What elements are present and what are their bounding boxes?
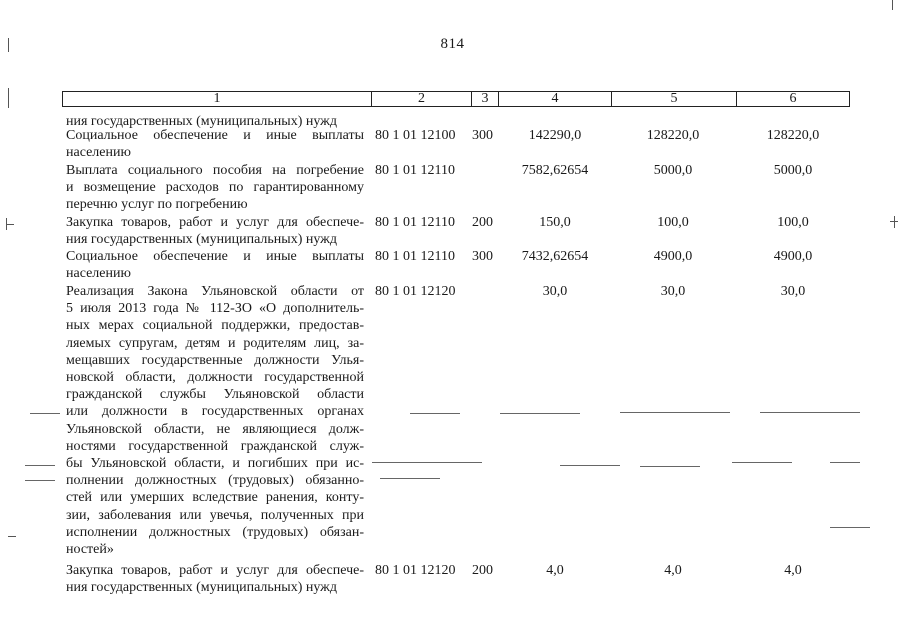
scan-margin-rule <box>8 88 9 108</box>
row-code: 80 1 01 12110 <box>375 249 455 264</box>
description-line: населению <box>66 266 131 282</box>
scan-tick <box>6 224 14 225</box>
row-description <box>66 214 364 248</box>
scan-dash <box>410 413 460 414</box>
table-header-row <box>62 91 850 107</box>
header-cell-5: 5 <box>611 92 736 106</box>
description-line: бы Ульяновской области, и погибших при ис- <box>66 456 364 472</box>
row-description <box>66 162 364 214</box>
row-value-col6: 4900,0 <box>773 249 813 264</box>
description-line: зии, заболевания или увечья, полученных при <box>66 507 364 523</box>
row-expense-type: 200 <box>472 215 493 230</box>
row-description <box>66 248 364 282</box>
scan-dash <box>732 462 792 463</box>
description-line: исполнении должностных (трудовых) обязан- <box>66 524 364 540</box>
scan-dash <box>30 413 60 414</box>
row-value-col5: 128220,0 <box>646 128 700 143</box>
scan-tick <box>6 218 7 230</box>
scan-dash <box>372 462 482 463</box>
row-value-col6: 5000,0 <box>773 163 813 178</box>
scan-dash <box>620 412 730 413</box>
row-code: 80 1 01 12110 <box>375 215 455 230</box>
row-expense-type: 300 <box>472 128 493 143</box>
row-expense-type: 300 <box>472 249 493 264</box>
scan-dash <box>560 465 620 466</box>
row-value-col4: 142290,0 <box>528 128 582 143</box>
row-code: 80 1 01 12110 <box>375 163 455 178</box>
description-line: гражданской службы Ульяновской области <box>66 387 364 403</box>
description-line: стей или умерших вследствие ранения, конту- <box>66 490 364 506</box>
row-value-col6: 100,0 <box>777 215 809 230</box>
description-line: ния государственных (муниципальных) нужд <box>66 232 337 248</box>
description-line: ностями государственной гражданской служ- <box>66 438 364 454</box>
scan-margin-rule <box>8 38 9 52</box>
row-value-col6: 30,0 <box>780 284 806 299</box>
scan-tick <box>8 536 16 537</box>
row-description <box>66 127 364 161</box>
row-value-col4: 7432,62654 <box>521 249 589 264</box>
row-description <box>66 562 364 596</box>
row-code: 80 1 01 12120 <box>375 563 456 578</box>
row-description <box>66 283 364 558</box>
description-line: 5 июля 2013 года № 112-ЗО «О дополнитель- <box>66 301 364 317</box>
description-line: и возмещение расходов по гарантированному <box>66 180 364 196</box>
row-value-col6: 4,0 <box>784 563 802 578</box>
description-line: ляемых супругам, детям и родителям лиц, за- <box>66 335 364 351</box>
description-line: ния государственных (муниципальных) нужд <box>66 114 337 129</box>
row-value-col5: 4900,0 <box>653 249 693 264</box>
row-value-col5: 4,0 <box>664 563 682 578</box>
description-line: Выплата социального пособия на погребение <box>66 163 364 178</box>
description-line: Реализация Закона Ульяновской области от <box>66 284 364 299</box>
row-value-col4: 30,0 <box>542 284 568 299</box>
description-line: ния государственных (муниципальных) нужд <box>66 580 337 596</box>
row-value-col4: 4,0 <box>546 563 564 578</box>
description-line: ностей» <box>66 542 114 558</box>
scan-dash <box>380 478 440 479</box>
row-value-col5: 5000,0 <box>653 163 693 178</box>
scan-dash <box>830 527 870 528</box>
description-line: перечню услуг по погребению <box>66 197 248 213</box>
description-line: полнении должностных (трудовых) обязанно- <box>66 473 364 489</box>
header-cell-2: 2 <box>371 92 471 106</box>
page-number: 814 <box>440 36 465 52</box>
description-line: Социальное обеспечение и иные выплаты <box>66 249 364 264</box>
row-value-col4: 150,0 <box>539 215 571 230</box>
scan-dash <box>25 465 55 466</box>
row-value-col6: 128220,0 <box>766 128 820 143</box>
description-line: Закупка товаров, работ и услуг для обеспече- <box>66 215 364 230</box>
header-cell-3: 3 <box>471 92 498 106</box>
description-line: Социальное обеспечение и иные выплаты <box>66 128 364 143</box>
header-cell-4: 4 <box>498 92 611 106</box>
scan-margin-rule <box>892 0 893 10</box>
row-code: 80 1 01 12100 <box>375 128 456 143</box>
scan-tick <box>894 216 895 228</box>
row-value-col5: 100,0 <box>657 215 689 230</box>
description-line: новской области, должности государственной <box>66 370 364 386</box>
scan-dash <box>640 466 700 467</box>
header-cell-1: 1 <box>213 91 221 106</box>
scan-dash <box>25 480 55 481</box>
scan-dash <box>500 413 580 414</box>
scan-dash <box>760 412 860 413</box>
description-line: Закупка товаров, работ и услуг для обеспече- <box>66 563 364 578</box>
description-line: населению <box>66 145 131 161</box>
description-line: мещавших государственные должности Улья- <box>66 352 364 368</box>
row-expense-type: 200 <box>472 563 493 578</box>
description-line: Ульяновской области, не являющиеся долж- <box>66 421 364 437</box>
description-line: или должности в государственных органах <box>66 404 364 420</box>
header-cell-6: 6 <box>736 92 849 106</box>
row-code: 80 1 01 12120 <box>375 284 456 299</box>
description-line: ных мерах социальной поддержки, предостав- <box>66 318 364 334</box>
row-value-col5: 30,0 <box>660 284 686 299</box>
row-value-col4: 7582,62654 <box>521 163 589 178</box>
scan-dash <box>830 462 860 463</box>
